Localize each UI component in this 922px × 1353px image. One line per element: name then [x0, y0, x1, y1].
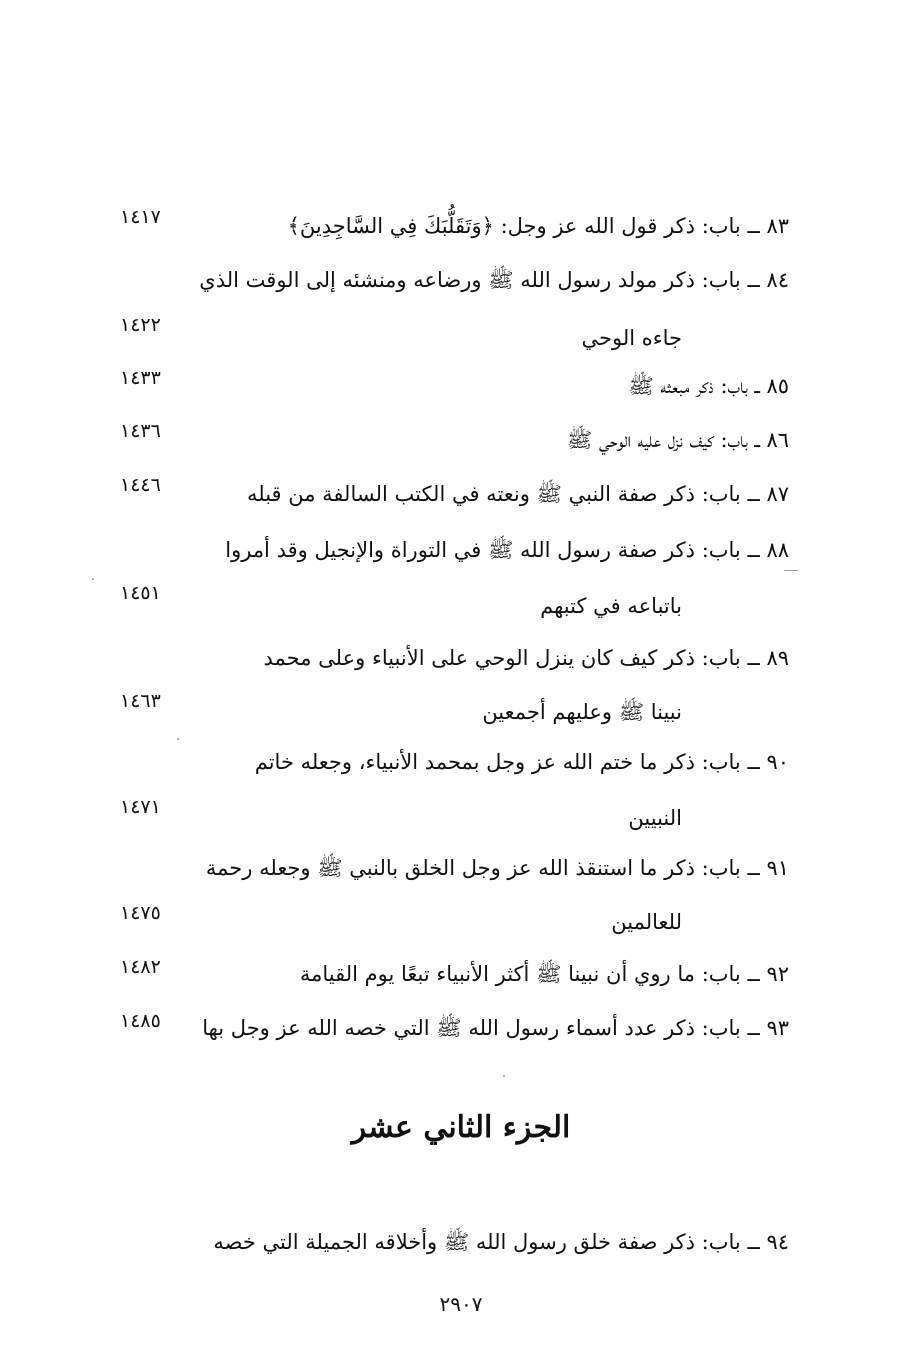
- scan-speck: [503, 1075, 505, 1077]
- toc-entry-title-continued: للعالمين: [611, 910, 682, 934]
- toc-entry-title-continued: النبيين: [628, 806, 682, 830]
- scan-speck: [177, 738, 179, 740]
- toc-entry-title: ٩٤ ــ باب: ذكر صفة خلق رسول الله ﷺ وأخلاقه الجميلة التي خصه: [213, 1230, 789, 1254]
- toc-entry-page: ١٤٤٦: [120, 474, 161, 496]
- scan-speck: [92, 578, 94, 580]
- toc-entry-title: ٩٠ ــ باب: ذكر ما ختم الله عز وجل بمحمد الأنبياء، وجعله خاتم: [254, 750, 789, 774]
- toc-entry-title: ٨٧ ــ باب: ذكر صفة النبي ﷺ ونعته في الكتب السالفة من قبله: [247, 482, 789, 506]
- toc-entry-page: ١٤٧١: [120, 796, 161, 818]
- toc-entry-title: ٩٢ ــ باب: ما روي أن نبينا ﷺ أكثر الأنبياء تبعًا يوم القيامة: [299, 962, 789, 986]
- page-number: ٢٩٠٧: [439, 1292, 483, 1316]
- section-heading: الجزء الثاني عشر: [351, 1110, 571, 1145]
- toc-entry-title: ٨٩ ــ باب: ذكر كيف كان ينزل الوحي على الأنبياء وعلى محمد: [263, 646, 789, 670]
- toc-entry-page: ١٤٨٥: [120, 1010, 161, 1032]
- toc-entry-page: ١٤٥١: [120, 582, 161, 604]
- toc-entry-page: ١٤١٧: [120, 206, 161, 228]
- toc-entry-title: ٩٣ ــ باب: ذكر عدد أسماء رسول الله ﷺ التي خصه الله عز وجل بها: [202, 1016, 789, 1040]
- scan-speck: [784, 570, 798, 571]
- toc-entry-title-continued: نبينا ﷺ وعليهم أجمعين: [482, 700, 682, 724]
- toc-entry-page: ١٤٦٣: [120, 690, 161, 712]
- toc-entry-title: ٨٥ ــ باب: ذكر مبعثه ﷺ: [628, 374, 789, 398]
- toc-entry-page: ١٤٣٣: [120, 367, 161, 389]
- toc-entry-title-continued: باتباعه في كتبهم: [540, 594, 682, 618]
- toc-entry-title: ٨٦ ــ باب: كيف نزل عليه الوحي ﷺ: [566, 428, 789, 452]
- toc-entry-page: ١٤٢٢: [120, 314, 161, 336]
- toc-entry-page: ١٤٧٥: [120, 902, 161, 924]
- toc-entry-title: ٨٨ ــ باب: ذكر صفة رسول الله ﷺ في التوراة والإنجيل وقد أمروا: [225, 538, 789, 562]
- toc-entry-title: ٩١ ــ باب: ذكر ما استنقذ الله عز وجل الخلق بالنبي ﷺ وجعله رحمة: [205, 856, 789, 880]
- toc-entry-page: ١٤٣٦: [120, 420, 161, 442]
- toc-entry-page: ١٤٨٢: [120, 956, 161, 978]
- toc-entry-title: ٨٤ ــ باب: ذكر مولد رسول الله ﷺ ورضاعه ومنشئه إلى الوقت الذي: [199, 268, 789, 292]
- toc-entry-title: ٨٣ ــ باب: ذكر قول الله عز وجل: ﴿وَتَقَلُّبَكَ فِي السَّاجِدِينَ﴾: [287, 214, 789, 238]
- toc-entry-title-continued: جاءه الوحي: [581, 326, 682, 350]
